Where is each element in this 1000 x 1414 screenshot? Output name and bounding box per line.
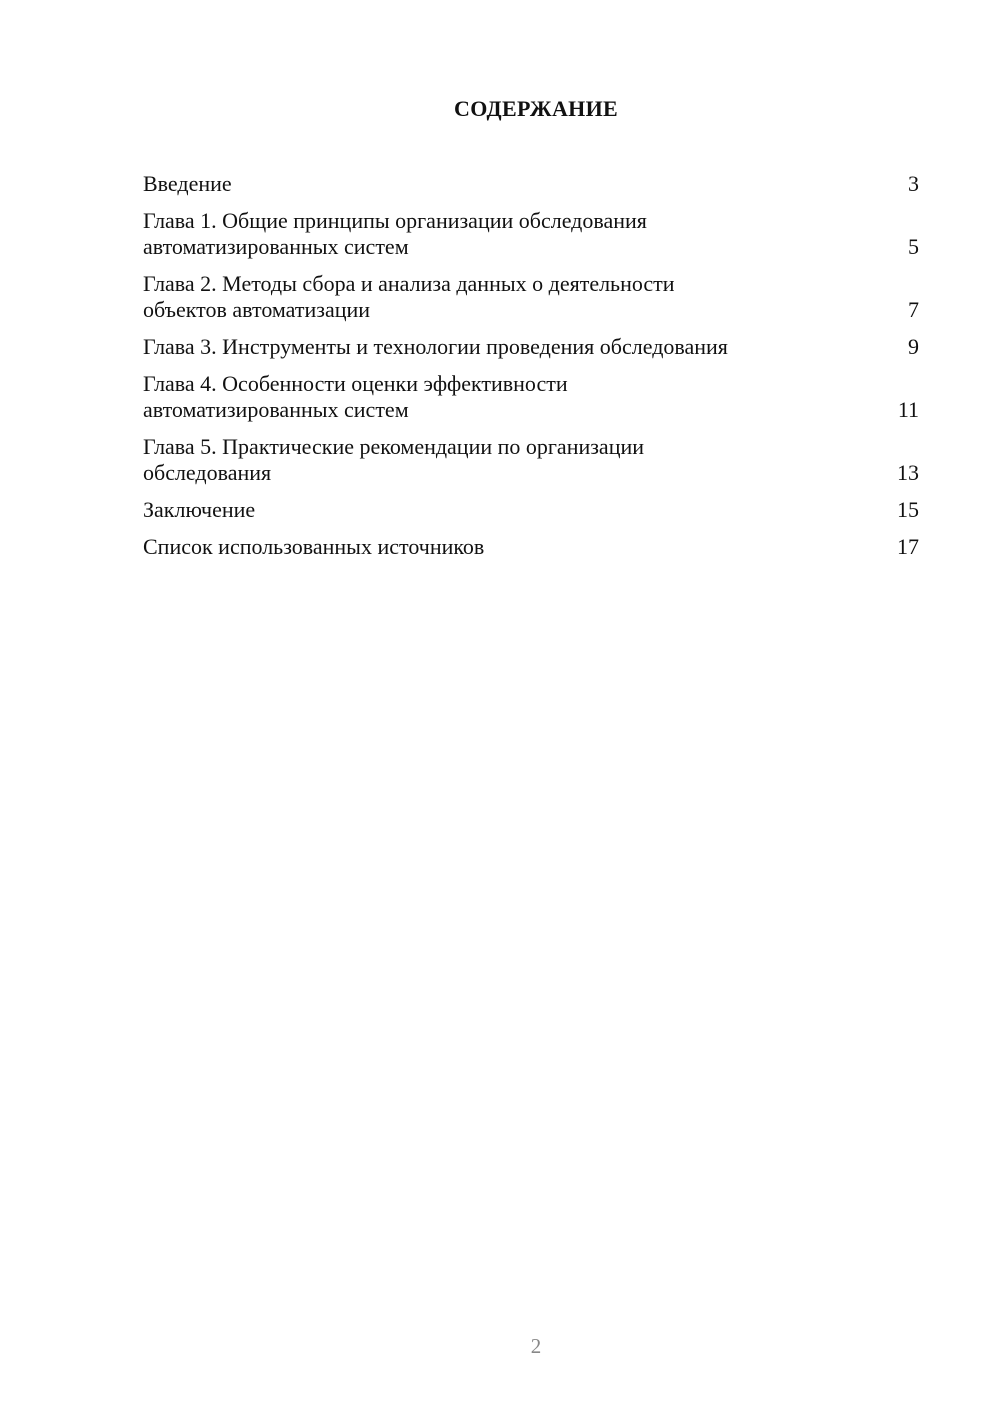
toc-entry-page: 7 [908,297,919,322]
toc-entry [143,534,919,560]
toc-title: СОДЕРЖАНИЕ [454,96,618,121]
toc-entry-line: Список использованных источников [143,534,485,559]
toc-entry-line: Глава 5. Практические рекомендации по организации [143,434,645,459]
toc-entry-line: объектов автоматизации [143,297,371,322]
toc-entry-title [143,497,255,523]
toc-entry-line: Введение [143,171,232,196]
toc-entry-line: Глава 1. Общие принципы организации обследования [143,208,647,233]
toc-entry-title [143,208,647,260]
table-of-contents [143,171,919,560]
toc-entry-line: Заключение [143,497,256,522]
toc-entry-title [143,534,484,560]
toc-entry [143,371,919,423]
toc-entry [143,334,919,360]
toc-entry [143,171,919,197]
toc-entry [143,497,919,523]
toc-entry-line: Глава 4. Особенности оценки эффективности [143,371,568,396]
toc-entry-page: 17 [897,534,919,559]
toc-entry-title [143,171,232,197]
toc-entry [143,271,919,323]
toc-entry-page: 11 [897,397,919,422]
toc-entry-line: автоматизированных систем [143,234,409,259]
toc-entry-page: 9 [908,334,919,359]
toc-entry-line: автоматизированных систем [143,397,409,422]
toc-entry [143,208,919,260]
toc-entry-line: Глава 3. Инструменты и технологии проведения обследования [143,334,728,359]
toc-entry-page: 3 [908,171,919,196]
toc-entry-page: 13 [897,460,919,485]
toc-entry-page: 5 [908,234,919,259]
toc-entry-line: обследования [143,460,272,485]
toc-entry-title [143,434,644,486]
toc-entry-line: Глава 2. Методы сбора и анализа данных о деятельности [143,271,675,296]
toc-entry-title [143,271,675,323]
page-number: 2 [530,1334,542,1358]
toc-entry-title [143,334,728,360]
toc-entry-title [143,371,568,423]
toc-entry [143,434,919,486]
toc-entry-page: 15 [897,497,919,522]
